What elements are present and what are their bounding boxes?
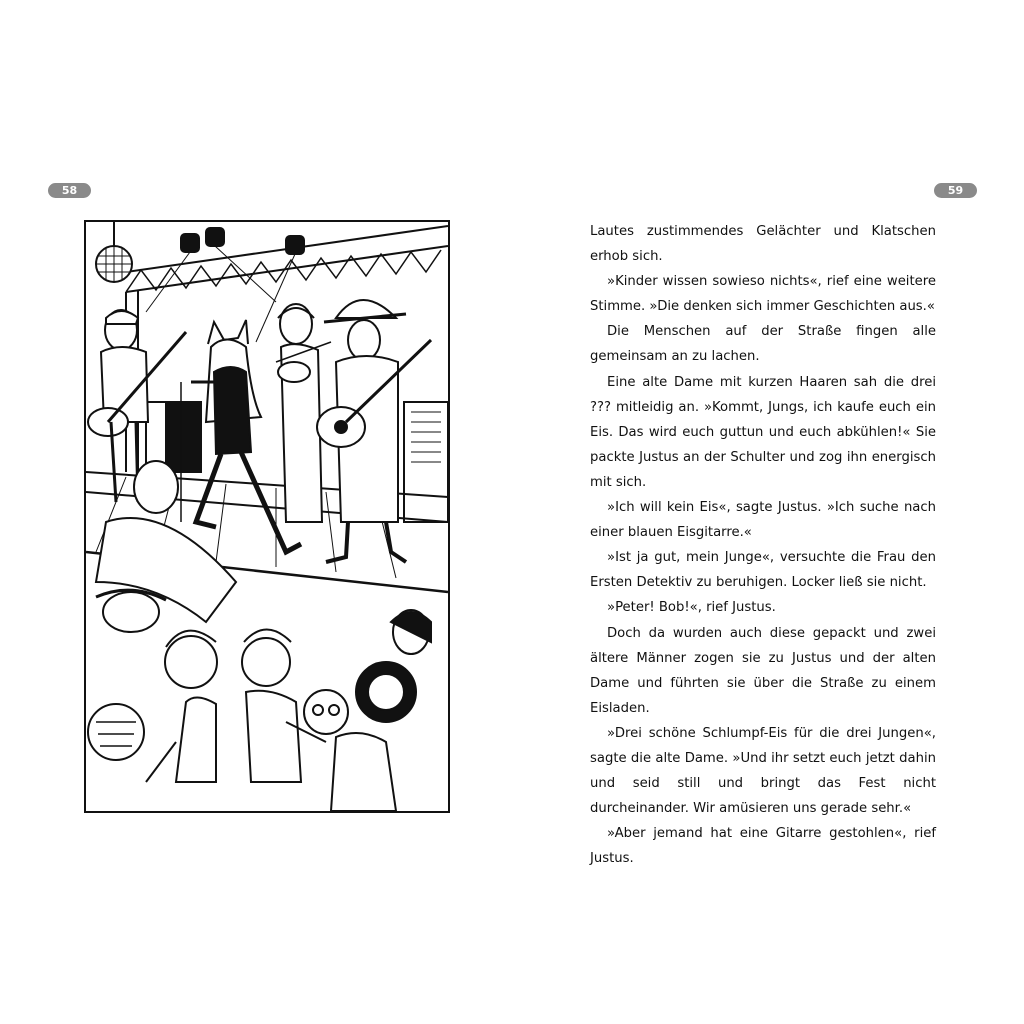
paragraph: Doch da wurden auch diese gepackt und zwei ältere Männer zogen sie zu Justus und der alten Dame und führten sie über die Straße zu einem Eisladen. (590, 625, 936, 716)
paragraph: »Drei schöne Schlumpf-Eis für die drei Jungen«, sagte die alte Dame. »Und ihr setzt euch jetzt dahin und seid still und bringt das Fest nicht durcheinander. Wir amüsieren uns gerade sehr.« (590, 725, 936, 817)
book-illustration (84, 220, 450, 813)
paragraph: Eine alte Dame mit kurzen Haaren sah die drei ??? mitleidig an. »Kommt, Jungs, ich kaufe euch ein Eis. Das wird euch guttun und euch abkühlen!« Sie packte Justus an der Schulter und zog ihn energisch mit sich. (590, 374, 936, 490)
paragraph: Lautes zustimmendes Gelächter und Klatschen erhob sich. (590, 224, 936, 265)
page-number-right: 59 (934, 183, 977, 198)
paragraph: »Peter! Bob!«, rief Justus. (607, 600, 776, 616)
page-number-left: 58 (48, 183, 91, 198)
paragraph: »Aber jemand hat eine Gitarre gestohlen«, rief Justus. (590, 826, 936, 867)
paragraph: »Ich will kein Eis«, sagte Justus. »Ich suche nach einer blauen Eisgitarre.« (590, 500, 936, 541)
paragraph: Die Menschen auf der Straße fingen alle gemeinsam an zu lachen. (590, 324, 936, 365)
body-text (590, 219, 936, 871)
paragraph: »Ist ja gut, mein Junge«, versuchte die Frau den Ersten Detektiv zu beruhigen. Locker ließ sie nicht. (590, 550, 936, 591)
disco-ball (96, 222, 132, 282)
paragraph: »Kinder wissen sowieso nichts«, rief eine weitere Stimme. »Die denken sich immer Geschichten aus.« (590, 274, 936, 315)
illustration-drawing (86, 222, 448, 811)
